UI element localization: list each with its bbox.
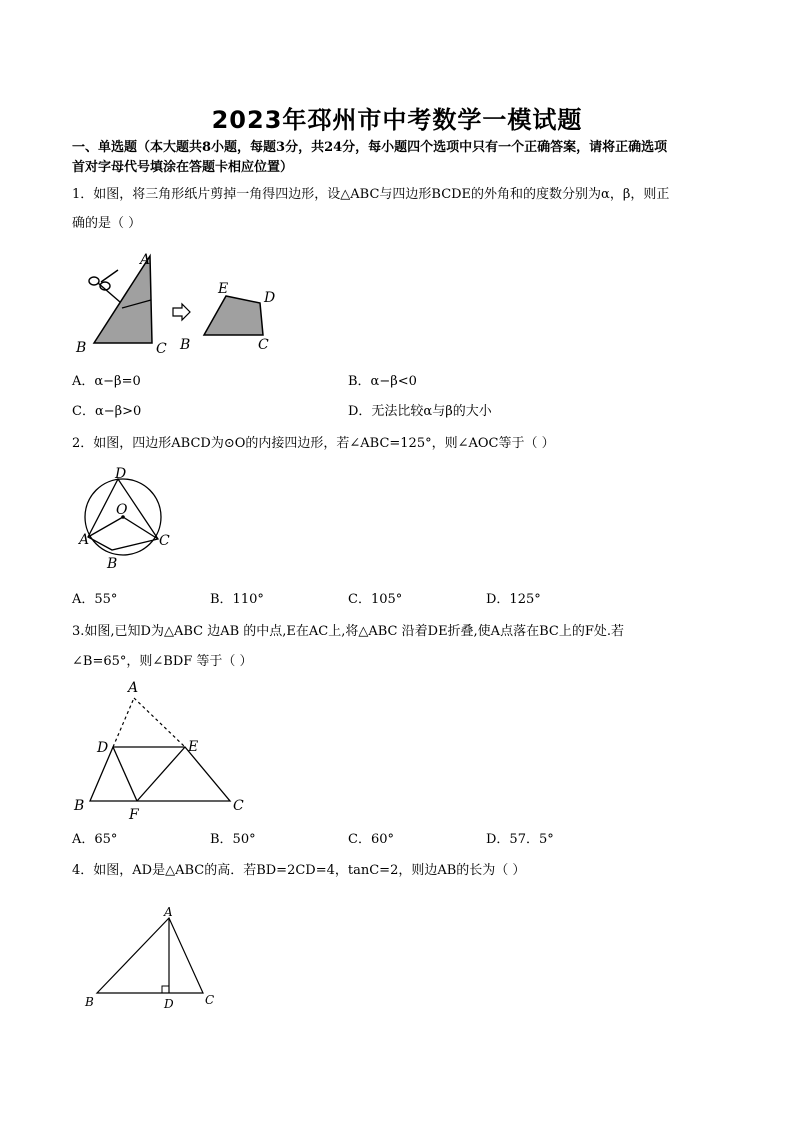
q4-triangle-abc: [97, 918, 203, 993]
q3-dashed-ae: [134, 698, 185, 747]
q2-label-o: O: [116, 502, 128, 518]
q2-label-c: C: [159, 533, 170, 549]
q3-segment-df: [113, 747, 137, 801]
q3-option-d[interactable]: D．57．5°: [486, 832, 554, 847]
q2-option-a[interactable]: A．55°: [72, 592, 118, 607]
q1-option-b[interactable]: B．α−β<0: [348, 374, 417, 389]
q4-label-d: D: [164, 997, 174, 1011]
q2-segment-oc: [123, 517, 158, 539]
section-header-line-2: 首对字母代号填涂在答题卡相应位置）: [72, 160, 294, 175]
section-header-line-1: 一、单选题（本大题共8小题，每题3分，共24分，每小题四个选项中只有一个正确答案，请将正确选项: [72, 140, 668, 155]
q2-label-b: B: [107, 556, 118, 572]
arrow-right-icon: [173, 304, 190, 320]
q2-label-d: D: [115, 466, 127, 482]
q4-label-c: C: [205, 993, 215, 1007]
q1-label-a: A: [140, 252, 151, 268]
q4-right-angle-mark: [162, 986, 169, 993]
q1-label-b: B: [76, 340, 87, 356]
q3-text-line-2: ∠B=65°，则∠BDF 等于（ ）: [72, 654, 253, 669]
q1-option-d[interactable]: D．无法比较α与β的大小: [348, 404, 492, 419]
q1-quadrilateral-bcde: [204, 296, 263, 335]
q3-option-c[interactable]: C．60°: [348, 832, 394, 847]
page-title: 2023年邳州市中考数学一模试题: [211, 106, 583, 134]
q1-figure: [70, 246, 290, 362]
q3-triangle-bdc: [90, 747, 230, 801]
q3-label-f: F: [129, 807, 139, 823]
q3-label-c: C: [233, 798, 244, 814]
q1-label-d: D: [264, 290, 276, 306]
q2-figure: [72, 466, 182, 576]
q1-label-e: E: [218, 281, 229, 297]
q1-label-c2: C: [258, 337, 269, 353]
scissors-icon: [89, 270, 120, 302]
q1-text-line-1: 1．如图，将三角形纸片剪掉一角得四边形，设△ABC与四边形BCDE的外角和的度数分别为α，β，则正: [72, 187, 670, 202]
q2-option-d[interactable]: D．125°: [486, 592, 541, 607]
q3-label-b: B: [74, 798, 85, 814]
q4-label-b: B: [85, 995, 94, 1009]
q1-label-c: C: [156, 341, 167, 357]
q3-label-d: D: [97, 740, 109, 756]
q3-figure: [70, 678, 260, 824]
q1-triangle-abc: [94, 256, 152, 343]
q1-option-c[interactable]: C．α−β>0: [72, 404, 142, 419]
q3-option-b[interactable]: B．50°: [210, 832, 256, 847]
q3-label-a: A: [128, 680, 139, 696]
q3-dashed-da: [113, 698, 134, 747]
q3-text-line-1: 3.如图,已知D为△ABC 边AB 的中点,E在AC上,将△ABC 沿着DE折叠,使A点落在BC上的F处.若: [72, 624, 624, 639]
q1-option-a[interactable]: A．α−β=0: [72, 374, 141, 389]
q2-text-line-1: 2．如图，四边形ABCD为⊙O的内接四边形，若∠ABC=125°，则∠AOC等于（ ）: [72, 436, 555, 451]
q2-label-a: A: [79, 532, 90, 548]
q3-option-a[interactable]: A．65°: [72, 832, 118, 847]
q1-text-line-2: 确的是（ ）: [72, 216, 142, 231]
q4-text-line-1: 4．如图，AD是△ABC的高．若BD=2CD=4，tanC=2，则边AB的长为（ ）: [72, 863, 526, 878]
q3-segment-ef: [137, 747, 185, 801]
q2-option-c[interactable]: C．105°: [348, 592, 403, 607]
q4-label-a: A: [164, 905, 173, 919]
q3-label-e: E: [188, 739, 199, 755]
q2-option-b[interactable]: B．110°: [210, 592, 264, 607]
q4-figure: [80, 900, 230, 1015]
q1-label-b2: B: [180, 337, 191, 353]
